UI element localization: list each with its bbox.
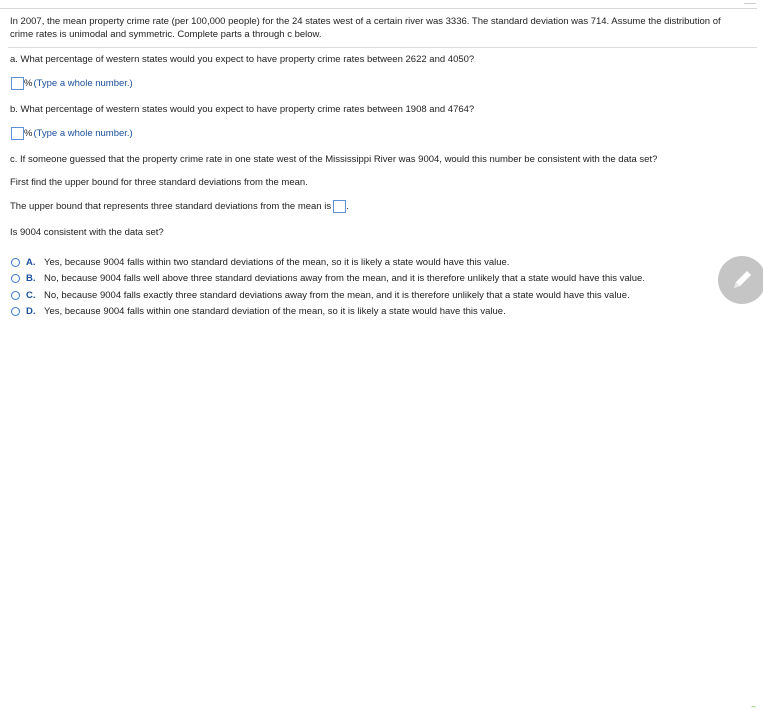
part-a-question: a. What percentage of western states would you expect to have property crime rates between 2622 and 4050? bbox=[10, 54, 475, 65]
option-d[interactable] bbox=[11, 306, 506, 317]
option-b-text: No, because 9004 falls well above three standard deviations away from the mean, and it is therefore unlikely that a state would have this value. bbox=[44, 273, 645, 284]
upper-bound-input[interactable] bbox=[333, 200, 346, 213]
part-a-answer-input[interactable] bbox=[11, 77, 24, 90]
upper-bound-row bbox=[10, 200, 349, 213]
part-c-instruction: First find the upper bound for three standard deviations from the mean. bbox=[10, 177, 308, 188]
upper-bound-period: . bbox=[346, 201, 349, 212]
option-b-radio[interactable] bbox=[11, 274, 20, 283]
part-b-percent-suffix: % bbox=[24, 128, 33, 139]
option-d-radio[interactable] bbox=[11, 307, 20, 316]
option-a[interactable] bbox=[11, 257, 509, 268]
option-c[interactable] bbox=[11, 290, 630, 301]
corner-indicator bbox=[751, 706, 756, 710]
upper-bound-prompt: The upper bound that represents three standard deviations from the mean is bbox=[10, 201, 332, 212]
part-a-hint: (Type a whole number.) bbox=[33, 78, 133, 89]
part-a-answer-row bbox=[11, 77, 133, 90]
pencil-icon bbox=[729, 267, 755, 293]
intro-divider bbox=[8, 47, 757, 48]
consistency-question: Is 9004 consistent with the data set? bbox=[10, 227, 164, 238]
part-b-hint: (Type a whole number.) bbox=[33, 128, 133, 139]
option-a-letter: A. bbox=[26, 257, 36, 268]
option-b-letter: B. bbox=[26, 273, 36, 284]
option-a-text: Yes, because 9004 falls within two standard deviations of the mean, so it is likely a state would have this value. bbox=[44, 257, 510, 268]
option-c-radio[interactable] bbox=[11, 291, 20, 300]
top-divider bbox=[0, 8, 757, 9]
option-c-letter: C. bbox=[26, 290, 36, 301]
option-a-radio[interactable] bbox=[11, 258, 20, 267]
part-c-question: c. If someone guessed that the property crime rate in one state west of the Mississippi River was 9004, would this number be consistent with the data set? bbox=[10, 154, 658, 165]
part-b-question: b. What percentage of western states would you expect to have property crime rates between 1908 and 4764? bbox=[10, 104, 475, 115]
top-corner-decoration bbox=[744, 0, 756, 4]
edit-button[interactable] bbox=[718, 256, 763, 304]
option-d-letter: D. bbox=[26, 306, 36, 317]
problem-intro: In 2007, the mean property crime rate (per 100,000 people) for the 24 states west of a certain river was 3336. The standard deviation was 714. Assume the distribution of crime rates is unimodal and symmetric. Complete parts a through c below. bbox=[10, 16, 721, 40]
option-b[interactable] bbox=[11, 273, 645, 284]
part-b-answer-row bbox=[11, 127, 133, 140]
part-b-answer-input[interactable] bbox=[11, 127, 24, 140]
part-a-percent-suffix: % bbox=[24, 78, 33, 89]
option-c-text: No, because 9004 falls exactly three standard deviations away from the mean, and it is therefore unlikely that a state would have this value. bbox=[44, 290, 630, 301]
option-d-text: Yes, because 9004 falls within one standard deviation of the mean, so it is likely a state would have this value. bbox=[44, 306, 506, 317]
